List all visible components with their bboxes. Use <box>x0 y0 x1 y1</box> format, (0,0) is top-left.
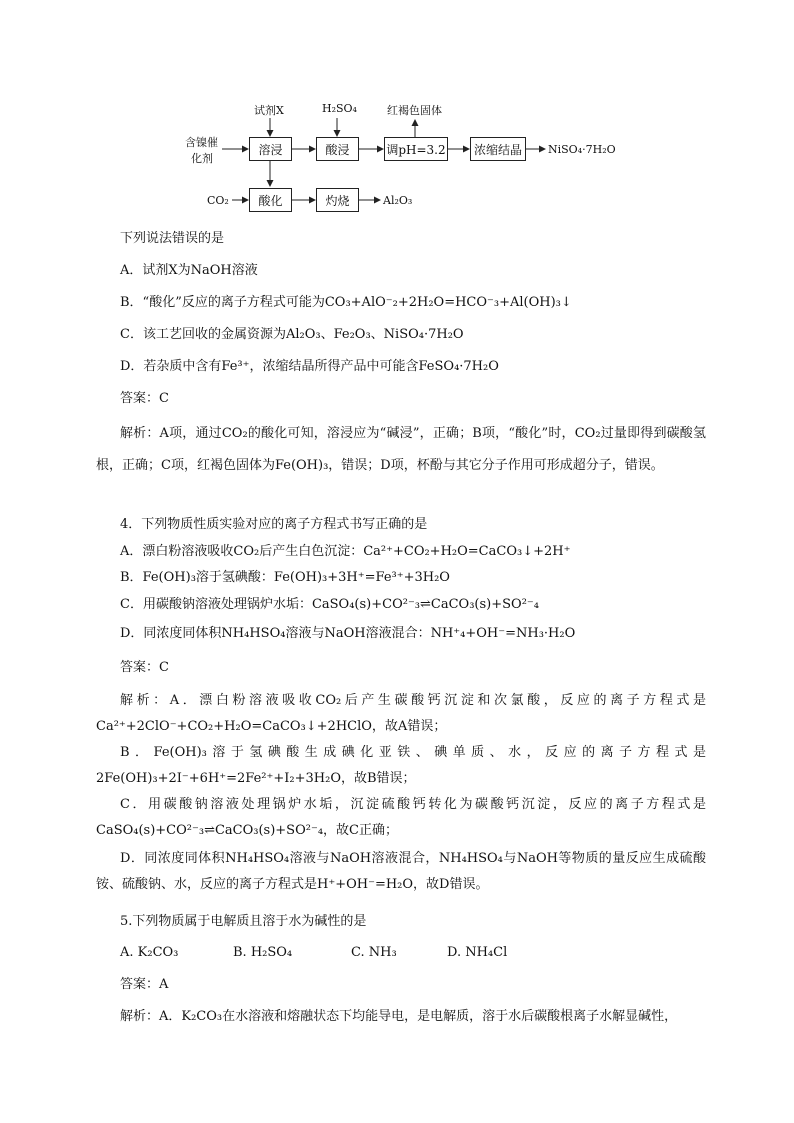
q3-option-a: A．试剂X为NaOH溶液 <box>120 263 258 278</box>
co2-label: CO₂ <box>207 194 229 207</box>
q3-option-b: B．“酸化”反应的离子方程式可能为CO₃+AlO⁻₂+2H₂O=HCO⁻₃+Al(OH)₃↓ <box>120 295 572 310</box>
box-adjust-ph: 调pH=3.2 <box>384 137 448 161</box>
q5-answer: 答案：A <box>120 977 169 992</box>
q4-option-b: B．Fe(OH)₃溶于氢碘酸：Fe(OH)₃+3H⁺=Fe³⁺+3H₂O <box>120 570 450 585</box>
box-calcine: 灼烧 <box>316 188 359 212</box>
q5-option-d: D. NH₄Cl <box>447 945 508 960</box>
q3-option-c: C．该工艺回收的金属资源为Al₂O₃、Fe₂O₃、NiSO₄·7H₂O <box>120 327 464 342</box>
q4-analysis-c: C．用碳酸钠溶液处理锅炉水垢，沉淀硫酸钙转化为碳酸钙沉淀，反应的离子方程式是CaSO₄(s)+CO²⁻₃⇌CaCO₃(s)+SO²⁻₄，故C正确； <box>96 797 706 838</box>
q5-option-a: A. K₂CO₃ <box>120 945 179 960</box>
q3-option-d: D．若杂质中含有Fe³⁺，浓缩结晶所得产品中可能含FeSO₄·7H₂O <box>120 359 499 374</box>
box-dissolve: 溶浸 <box>249 137 292 161</box>
red-solid-label: 红褐色固体 <box>387 104 442 117</box>
q4-analysis-a: 解析：A．漂白粉溶液吸收CO₂后产生碳酸钙沉淀和次氯酸，反应的离子方程式是Ca²⁺+2ClO⁻+CO₂+H₂O=CaCO₃↓+2HClO，故A错误； <box>96 693 706 734</box>
q4-option-a: A．漂白粉溶液吸收CO₂后产生白色沉淀：Ca²⁺+CO₂+H₂O=CaCO₃↓+2H⁺ <box>120 544 571 559</box>
q5-option-c: C. NH₃ <box>351 945 397 960</box>
q4-analysis-b: B．Fe(OH)₃溶于氢碘酸生成碘化亚铁、碘单质、水，反应的离子方程式是2Fe(OH)₃+2I⁻+6H⁺=2Fe²⁺+I₂+3H₂O，故B错误； <box>96 745 706 786</box>
q3-analysis: 解析：A项，通过CO₂的酸化可知，溶浸应为“碱浸”，正确；B项，“酸化”时，CO₂过量即得到碳酸氢根，正确；C项，红褐色固体为Fe(OH)₃，错误；D项，杯酚与其它分子作用可形成超分子，错误。 <box>96 426 706 473</box>
q4-analysis-d: D．同浓度同体积NH₄HSO₄溶液与NaOH溶液混合，NH₄HSO₄与NaOH等物质的量反应生成硫酸铵、硫酸钠、水，反应的离子方程式是H⁺+OH⁻=H₂O，故D错误。 <box>96 851 706 892</box>
q4-option-d: D．同浓度同体积NH₄HSO₄溶液与NaOH溶液混合：NH⁺₄+OH⁻=NH₃·H₂O <box>120 626 576 641</box>
box-acidify: 酸化 <box>249 188 292 212</box>
q5-option-b: B. H₂SO₄ <box>233 945 293 960</box>
feed-label-1: 含镍催 <box>185 136 218 149</box>
q4-answer: 答案：C <box>120 660 169 675</box>
q3-stem: 下列说法错误的是 <box>120 231 225 246</box>
product-top-label: NiSO₄·7H₂O <box>548 143 616 156</box>
q5-stem: 5.下列物质属于电解质且溶于水为碱性的是 <box>120 914 367 929</box>
reagent-x-label: 试剂X <box>254 104 284 117</box>
box-concentrate: 浓缩结晶 <box>470 137 526 161</box>
q4-option-c: C．用碳酸钠溶液处理锅炉水垢：CaSO₄(s)+CO²⁻₃⇌CaCO₃(s)+SO²⁻₄ <box>120 597 539 612</box>
h2so4-label: H₂SO₄ <box>322 102 357 115</box>
q3-answer: 答案：C <box>120 391 169 406</box>
box-acid-leach: 酸浸 <box>316 137 359 161</box>
q5-analysis: 解析：A．K₂CO₃在水溶液和熔融状态下均能导电，是电解质，溶于水后碳酸根离子水解显碱性， <box>120 1009 678 1024</box>
feed-label-2: 化剂 <box>191 152 213 165</box>
q4-stem: 4．下列物质性质实验对应的离子方程式书写正确的是 <box>120 517 428 532</box>
product-bottom-label: Al₂O₃ <box>383 194 413 207</box>
